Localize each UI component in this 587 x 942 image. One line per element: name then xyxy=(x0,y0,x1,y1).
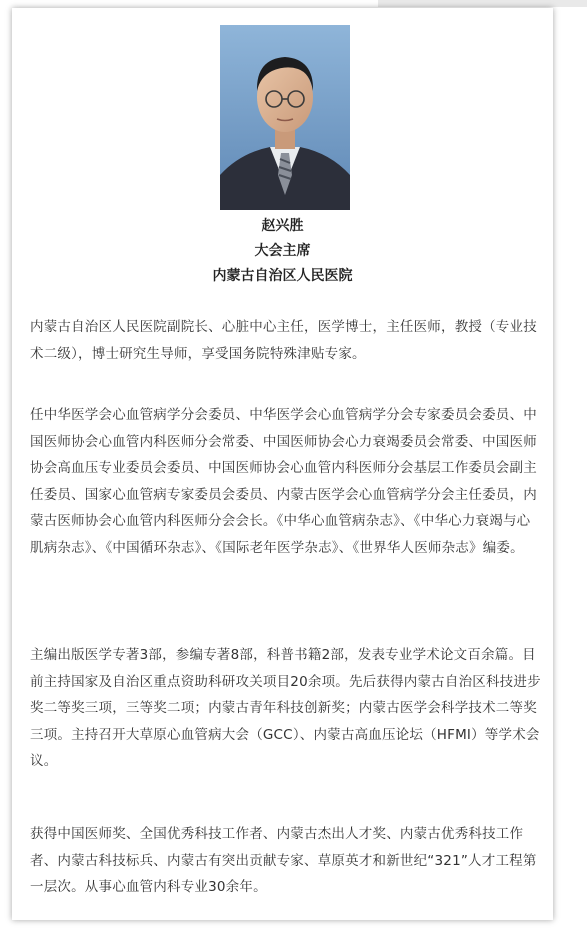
portrait-image xyxy=(220,25,350,210)
portrait-photo xyxy=(220,25,350,210)
bio-paragraph-2: 任中华医学会心血管病学分会委员、中华医学会心血管病学分会专家委员会委员、中国医师协会心血管内科医师分会常委、中国医师协会心力衰竭委员会常委、中国医师协会高血压专业委员会委员、中国医师协会心血管内科医师分会基层工作委员会副主任委员、国家心血管病专家委员会委员、内蒙古医学会心血管病学分会主任委员，内蒙古医师协会心血管内科医师分会会长。《中华心血管病杂志》、《中华心力衰竭与心肌病杂志》、《中国循环杂志》、《国际老年医学杂志》、《世界华人医师杂志》编委。 xyxy=(30,407,537,556)
bio-paragraph-1: 内蒙古自治区人民医院副院长、心脏中心主任，医学博士，主任医师，教授（专业技术二级），博士研究生导师，享受国务院特殊津贴专家。 xyxy=(30,319,537,362)
person-role: 大会主席 xyxy=(254,243,311,259)
person-organization: 内蒙古自治区人民医院 xyxy=(212,268,353,284)
person-name: 赵兴胜 xyxy=(261,218,304,234)
bio-paragraph-4: 获得中国医师奖、全国优秀科技工作者、内蒙古杰出人才奖、内蒙古优秀科技工作者、内蒙古科技标兵、内蒙古有突出贡献专家、草原英才和新世纪“321”人才工程第一层次。从事心血管内科专业30余年。 xyxy=(30,826,537,895)
top-strip xyxy=(378,0,587,7)
profile-card xyxy=(12,8,553,920)
bio-paragraph-3: 主编出版医学专著3部，参编专著8部，科普书籍2部，发表专业学术论文百余篇。目前主持国家及自治区重点资助科研攻关项目20余项。先后获得内蒙古自治区科技进步奖二等奖三项，三等奖二项；内蒙古青年科技创新奖；内蒙古医学会科学技术二等奖三项。主持召开大草原心血管病大会（GCC）、内蒙古高血压论坛（HFMI）等学术会议。 xyxy=(30,647,541,769)
